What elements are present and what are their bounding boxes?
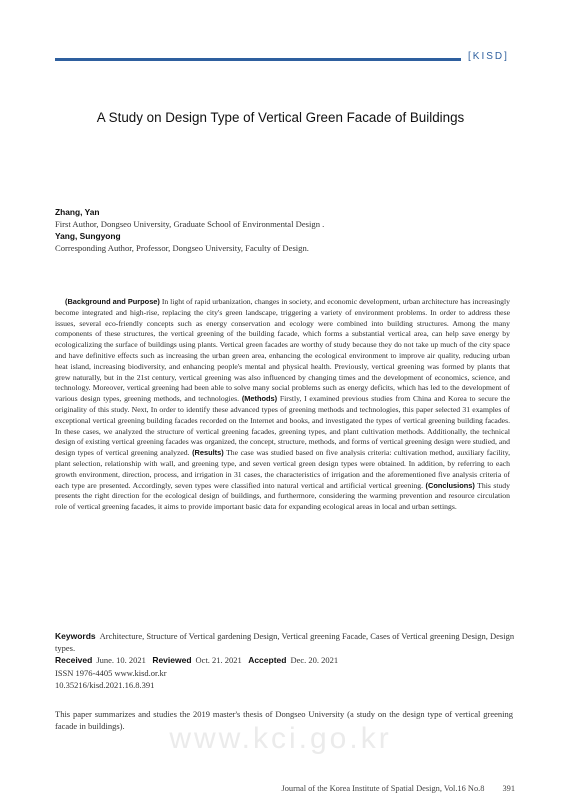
watermark: www.kci.go.kr — [169, 722, 392, 755]
accepted-date: Dec. 20. 2021 — [290, 655, 339, 665]
accepted-label: Accepted — [248, 655, 287, 665]
journal-logo: [KISD] — [468, 51, 509, 62]
issn-line: ISSN 1976-4405 www.kisd.or.kr — [55, 667, 167, 678]
abstract-results-label: (Results) — [192, 448, 224, 458]
keywords-row — [55, 631, 515, 654]
abstract-conclusions-label: (Conclusions) — [425, 480, 475, 490]
author-affiliation: Corresponding Author, Professor, Dongseo University, Faculty of Design. — [55, 243, 309, 253]
footer-journal: Journal of the Korea Institute of Spatial Design, Vol.16 No.8 — [281, 784, 485, 793]
author-block — [55, 206, 515, 254]
abstract — [55, 297, 510, 513]
abstract-methods-text: Firstly, I examined previous studies from China and Korea to secure the originality of this study. Next, In order to identify these advanced types of greening methods and technologies, this paper selected 31 examples of exceptional vertical greening building facades recorded on the Internet and books, and investigated the types of vertical greening building facades. In these cases, we analyzed the structure of vertical greening facades, greening types, and plant cultivation methods. Additionally, the technical design of existing vertical greening facades was organized, the concept, structure, methods, and forms of vertical greening design were studied, and design types of vertical greening analyzed. — [55, 394, 511, 458]
abstract-background-text: In light of rapid urbanization, changes in society, and economic development, urban architecture has increasingly become integrated and high-rise, replacing the city's green landscape, triggering a variety of environment problems. In order to address these issues, several eco-friendly concepts such as energy conservation and ecology were combined into building structures. Among the many components of these structures, the vertical greening of the building facade, which forms a substantial vertical area, can help save energy by ecologicalizing the surface of buildings using plants. Vertical green facades are worthy of study because they do not take up much of the city space and have definitive effects such as increasing the urban green area, enhancing the ecological environment to improve air quality, reducing urban heat island, increasing biodiversity, and enhancing people's mental and physical health. Previously, vertical greening was formed by plants that grew naturally, but in the 21st century, vertical greening was also influenced by changing times and the development of economics, science, and technology. Moreover, vertical greening had been able to solve many social problems such as energy deficits, which has led to the development of various design types, greening methods, and technologies. — [55, 297, 511, 404]
reviewed-label: Reviewed — [152, 655, 192, 665]
doi-line: 10.35216/kisd.2021.16.8.391 — [55, 680, 155, 690]
page-footer — [281, 784, 515, 793]
thesis-note: This paper summarizes and studies the 2019 master's thesis of Dongseo University (a study on the design type of vertical greening facade in buildings). — [55, 709, 513, 731]
abstract-conclusions-text: This study presents the right direction for the ecological design of buildings, and furthermore, considering the warming prevention and resource circulation role of vertical greening facades, it aims to provide important basic data for expanding ecological areas in local and urban settings. — [55, 480, 510, 512]
article-metadata — [55, 631, 515, 693]
abstract-background-label: (Background and Purpose) — [65, 297, 160, 306]
paper-title: A Study on Design Type of Vertical Green Facade of Buildings — [96, 110, 465, 125]
reviewed-date: Oct. 21. 2021 — [195, 655, 242, 665]
keywords-text: Architecture, Structure of Vertical gardening Design, Vertical greening Facade, Cases of Vertical greening Design, Design types. — [55, 631, 515, 653]
author-name: Zhang, Yan — [55, 207, 100, 217]
page-number: 391 — [502, 784, 515, 793]
dates-row — [55, 655, 515, 667]
author-name: Yang, Sungyong — [55, 231, 121, 241]
received-label: Received — [55, 655, 93, 665]
author-affiliation: First Author, Dongseo University, Graduate School of Environmental Design . — [55, 219, 325, 229]
abstract-methods-label: (Methods) — [241, 394, 278, 404]
received-date: June. 10. 2021 — [96, 655, 146, 665]
header-rule — [55, 58, 461, 61]
abstract-results-text: The case was studied based on five analysis criteria: cultivation method, auxiliary facility, plant selection, relationship with wall, and greening type, and seven vertical green design types were obtained. In addition, by referring to each growth environment, direction, process, and irrigation in 31 cases, the characteristics of irrigation and the aforementioned five analysis criteria of each type are presented. Accordingly, seven types were classified into natural vertical and artificial vertical greening. — [55, 448, 510, 490]
keywords-label: Keywords — [55, 631, 96, 641]
